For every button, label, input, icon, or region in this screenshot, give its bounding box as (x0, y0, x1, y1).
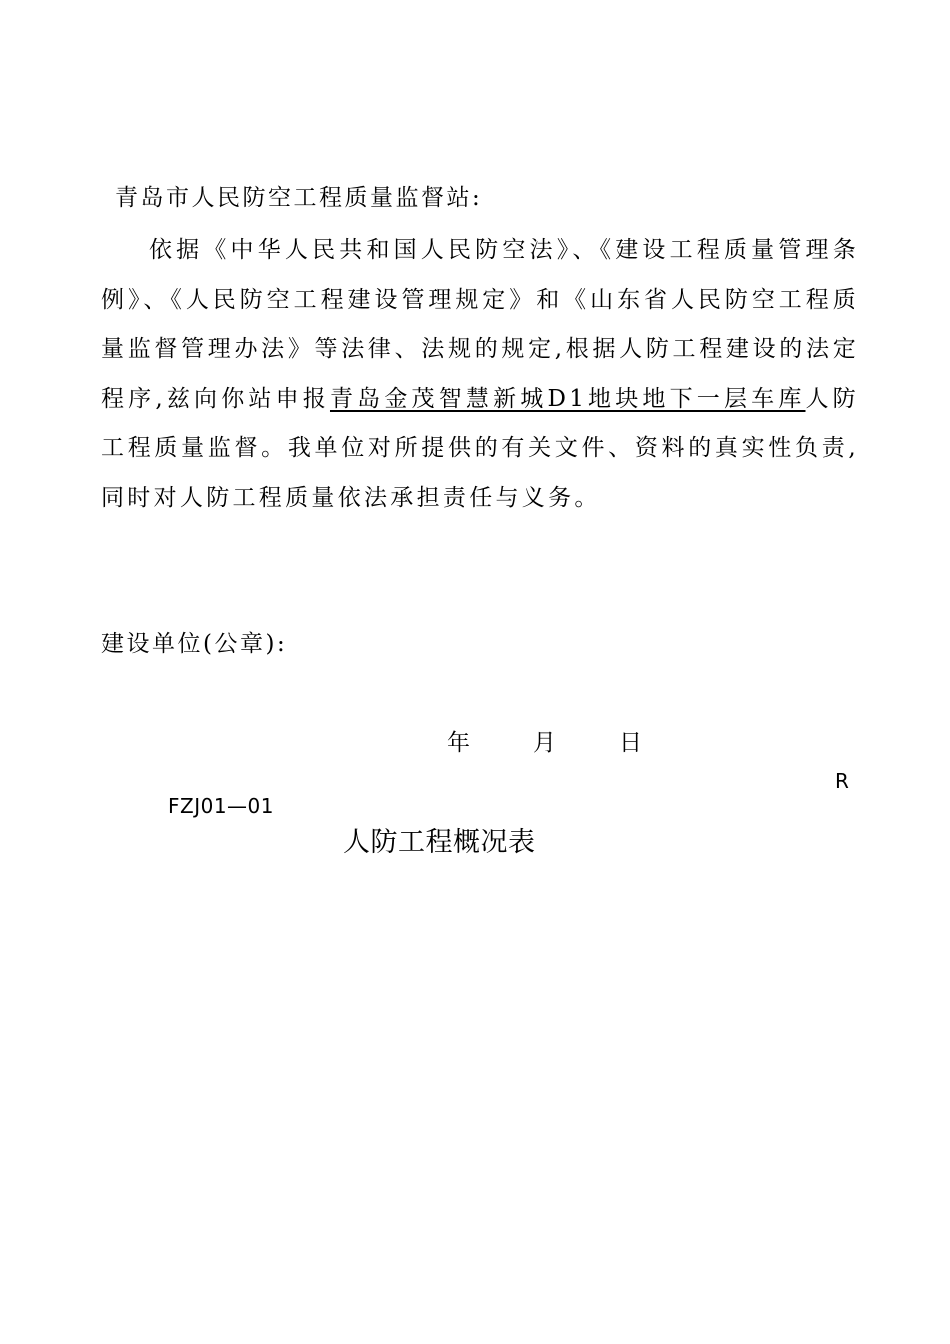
construction-unit-seal-label: 建设单位(公章): (101, 631, 288, 657)
application-paragraph (101, 226, 859, 523)
date-line (447, 725, 642, 761)
date-year-label: 年 (447, 730, 470, 756)
corner-mark: R (835, 769, 849, 793)
date-month-label: 月 (533, 730, 556, 756)
form-code: FZJ01—01 (168, 794, 275, 818)
form-title: 人防工程概况表 (343, 827, 536, 858)
salutation: 青岛市人民防空工程质量监督站: (115, 185, 483, 211)
paragraph-text-after: 人防工程质量监督。我单位对所提供的有关文件、资料的真实性负责,同时对人防工程质量依法承担责任与义务。 (101, 385, 859, 511)
project-name: 青岛金茂智慧新城D1地块地下一层车库 (329, 385, 806, 412)
paragraph-text-before: 依据《中华人民共和国人民防空法》、《建设工程质量管理条例》、《人民防空工程建设管理规定》和《山东省人民防空工程质量监督管理办法》等法律、法规的规定,根据人防工程建设的法定程序,兹向你站申报 (101, 237, 859, 412)
date-day-label: 日 (619, 730, 642, 756)
